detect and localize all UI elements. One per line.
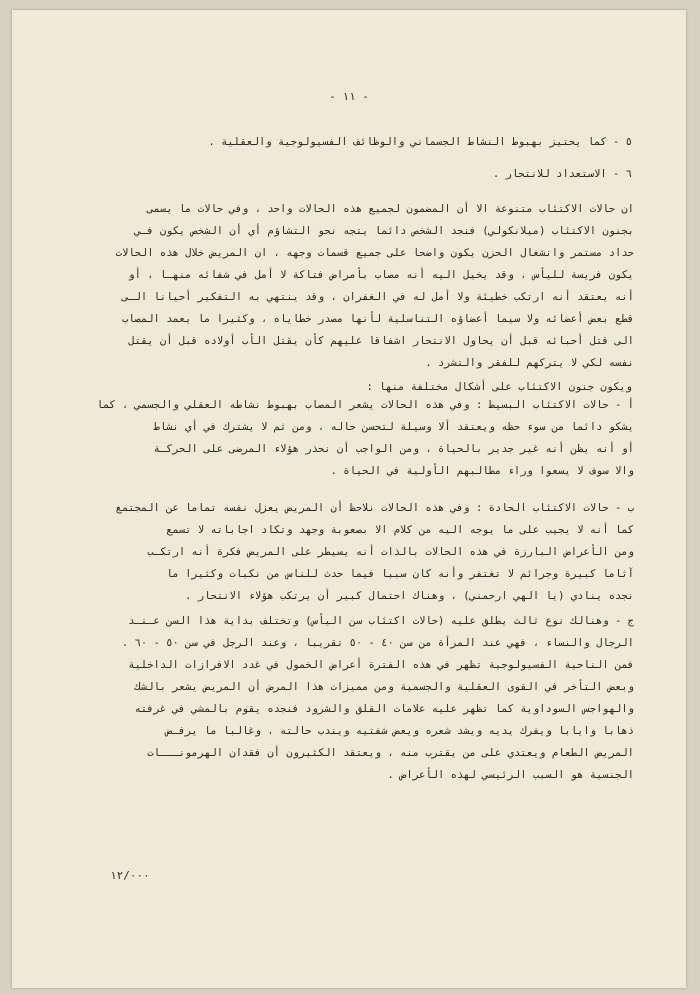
form-a <box>96 394 634 482</box>
form-c <box>104 610 634 786</box>
text-line: الرجال والنساء ، فهي عند المرأة من سن ٤٠ - ٥٠ تقريبا ، وعند الرجل في سن ٥٠ - ٦٠ . <box>121 637 634 649</box>
text-line: بجنون الاكتئاب (ميلانكولي) فنجد الشخص دائما يتجه نحو التشاؤم أي أن الشخص يكون فـي <box>134 225 634 237</box>
text-line: نجده ينادي (يا الهي ارحمني) ، وهناك احتمال كبير أن يرتكب هؤلاء الانتحار . <box>185 590 634 602</box>
text-line: يكون فريسة لليأس ، وقد يخيل اليه أنه مصاب بأمراض فتاكة لا أمل في شفائه منهـا ، أو <box>128 269 634 281</box>
text-line: ج - وهنالك نوع ثالث يطلق عليه (حالات اكتئاب سن اليأس) وتختلف بداية هذا السن عـنـد <box>128 615 634 627</box>
text-line: الى قتل أحبائه قبل أن يحاول الانتحار اشفاقا عليهم كأن يقتل الأب أولاده قبل أن يقتل <box>128 335 634 347</box>
page-footer-code: ١٢/٠٠٠ <box>110 869 150 882</box>
text-line: ذهابا وايابا ويفرك يديه ويشد شعره ويعض شفتيه ويندب حالته ، وغالبا ما يرفـض <box>166 725 634 737</box>
text-line: أ - حالات الاكتئاب البسيط : وفي هذه الحالات يشعر المصاب بهبوط نشاطه العقلي والجسمي ، كما <box>96 399 634 411</box>
text-line: كما أنه لا يجيب على ما يوجه اليه من كلام الا بصعوبة وجهد وتكاد اجاباته لا تسمع <box>166 524 634 536</box>
paragraph-intro <box>104 198 634 374</box>
text-line: حداد مستمر وانشغال الحزن يكون واضحا على جميع قسمات وجهه ، ان المريض خلال هذه الحالات <box>115 247 634 259</box>
text-line: فمن الناحية الفسيولوجية تظهر في هذه الفترة أعراض الخمول في غدد الافرازات الداخلية <box>128 659 634 671</box>
page-number: - ١١ - <box>329 90 369 103</box>
text-line: قطع بعض أعضائه ولا سيما أعضاؤه التناسلية لأنها مصدر خطاياه ، وكثيرا ما يعمد المصاب <box>121 313 634 325</box>
text-line: ٦ - الاستعداد للانتحار . <box>492 168 632 180</box>
text-line: الجنسية هو السبب الرئيسي لهذه الأعراض . <box>387 769 634 781</box>
item-6 <box>162 163 632 185</box>
text-line: ويكون جنون الاكتئاب على أشكال مختلفة منها : <box>366 381 632 393</box>
text-line: نفسه لكي لا يتركهم للفقر والتشرد . <box>425 357 634 369</box>
text-line: ومن الأعراض البارزة في هذه الحالات بالذات أنه يسيطر على المريض فكرة أنه ارتكـب <box>147 546 634 558</box>
text-line: ب - حالات الاكتئاب الحادة : وفي هذه الحالات نلاحظ أن المريض يعزل نفسه تماما عن المجتمع <box>115 502 634 514</box>
form-b <box>104 497 634 607</box>
text-line: آثاما كبيرة وجرائم لا تغتفر وأنه كان سببا فيما حدث للناس من نكبات وكثيرا ما <box>166 568 634 580</box>
text-line: وبعض التأخر في القوى العقلية والجسمية ومن مميزات هذا المرض أن المريض يشعر بالشك <box>134 681 634 693</box>
text-line: أنه يعتقد أنه ارتكب خطيئة ولا أمل له في الغفران ، وقد ينتهي به التفكير أحيانا الـى <box>121 291 634 303</box>
text-line: والا سوف لا يسعوا وراء مطالبهم الأولية في الحياة . <box>330 465 634 477</box>
text-line: المريض الطعام ويعتدي على من يقترب منه ، ويعتقد الكثيرون أن فقدان الهرمونـــات <box>147 747 634 759</box>
text-line: والهواجس السوداوية كما تظهر عليه علامات القلق والشرود فنجده يقوم بالمشي في غرفته <box>134 703 634 715</box>
text-line: ان حالات الاكتئاب متنوعة الا أن المضمون لجميع هذه الحالات واحد ، وفي حالات ما يسمى <box>147 203 634 215</box>
document-page <box>12 10 686 988</box>
item-5 <box>162 131 632 153</box>
text-line: ٥ - كما يحتيز بهبوط النشاط الجسماني والوظائف الفسيولوجية والعقلية . <box>208 136 632 148</box>
text-line: يشكو دائما من سوء حظه ويعتقد ألا وسيلة لتحسن حاله ، ومن ثم لا يشترك في أي نشاط <box>153 421 634 433</box>
text-line: أو أنه يظن أنه غير جدير بالحياة ، ومن الواجب أن نحذر هؤلاء المرضى على الحركـة <box>153 443 634 455</box>
